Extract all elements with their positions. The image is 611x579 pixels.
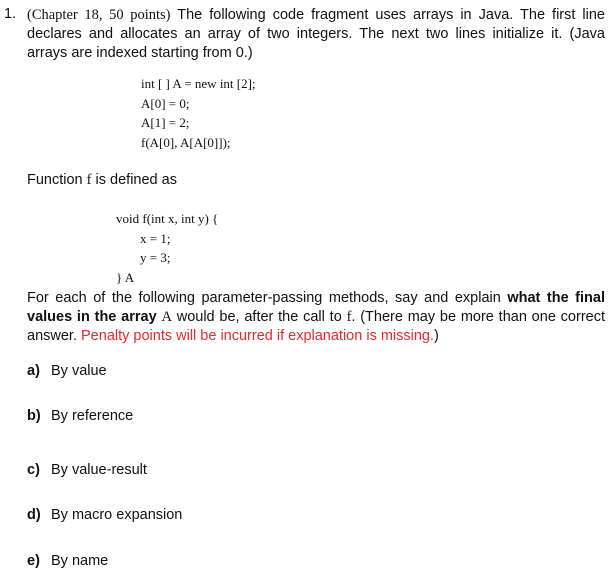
part-text: By value <box>51 363 107 379</box>
question-intro <box>27 6 605 63</box>
part-text: By value-result <box>51 462 147 478</box>
part-label: a) <box>27 363 40 379</box>
function-closing: } A <box>116 269 135 285</box>
part-text: By name <box>51 553 109 569</box>
code-line: f(A[0], A[A[0]]); <box>141 134 231 150</box>
function-ref: f <box>346 309 352 325</box>
intro-text: The following code fragment uses arrays in Java. The first line declares and allocates an array of two integers. The next two lines initialize it. (Java arrays are indexed starting from 0.) <box>27 7 605 61</box>
instructions <box>27 289 605 346</box>
code-line: A[1] = 2; <box>141 115 190 130</box>
part-e <box>27 553 108 569</box>
function-signature: void f(int x, int y) { <box>116 211 219 226</box>
function-body-line: y = 3; <box>140 250 171 265</box>
part-label: d) <box>27 507 41 523</box>
instructions-bold: what the final values in the array <box>27 290 605 325</box>
function-intro-suffix: is defined as <box>95 172 177 188</box>
part-label: e) <box>27 553 40 569</box>
part-b <box>27 408 133 424</box>
instructions-suffix: . (There may be more than one correct answer. <box>27 309 605 344</box>
function-intro-prefix: Function <box>27 172 83 188</box>
part-a <box>27 363 107 379</box>
part-text: By macro expansion <box>51 507 183 523</box>
instructions-prefix: For each of the following parameter-passing methods, say and explain <box>27 290 501 306</box>
chapter-points: (Chapter 18, 50 points) <box>27 7 171 23</box>
function-definition <box>116 209 218 287</box>
part-text: By reference <box>51 408 134 424</box>
question-number: 1. <box>4 6 17 22</box>
code-line: int [ ] A = new int [2]; <box>141 76 256 91</box>
array-name: A <box>161 309 172 325</box>
function-body-line: x = 1; <box>140 230 171 246</box>
part-d <box>27 507 182 523</box>
code-line: A[0] = 0; <box>141 95 190 111</box>
function-intro <box>27 172 177 189</box>
code-fragment <box>141 74 256 152</box>
part-c <box>27 462 147 478</box>
instructions-close: ) <box>434 328 439 344</box>
part-label: c) <box>27 462 40 478</box>
penalty-note: Penalty points will be incurred if explanation is missing. <box>81 328 435 344</box>
instructions-mid: would be, after the call to <box>176 309 342 325</box>
function-name: f <box>86 172 92 188</box>
part-label: b) <box>27 408 41 424</box>
